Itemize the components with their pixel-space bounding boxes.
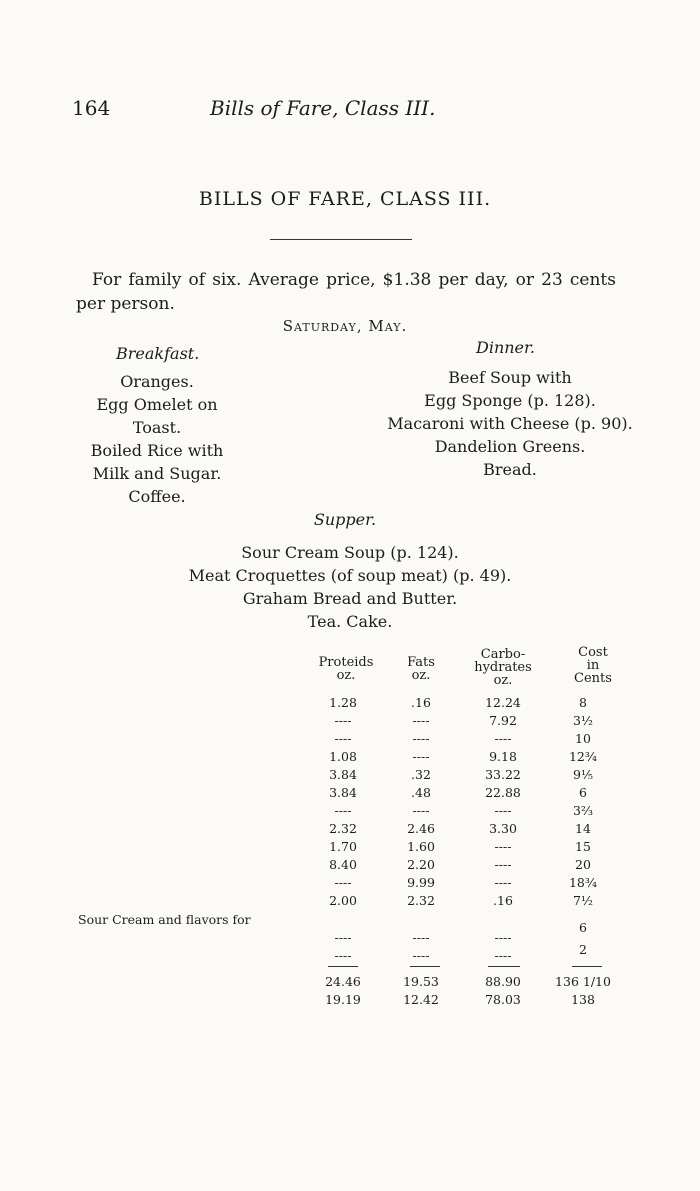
menu-item: Toast. [132, 418, 182, 437]
proteids-header: Proteids oz. [318, 655, 374, 683]
sum-rule [572, 966, 602, 967]
table-row: 3.84 .32 33.22 9⅕ [329, 767, 594, 782]
table-row: 1.08 ---- 9.18 12¾ [329, 749, 598, 764]
table-row: ---- 9.99 ---- 18¾ [334, 875, 598, 890]
table-row: ---- ---- ---- 3⅔ [334, 803, 594, 818]
sum-rule [328, 966, 358, 967]
table-row: Sour Cream and flavors for [78, 912, 251, 927]
menu-item: Meat Croquettes (of soup meat) (p. 49). [188, 566, 512, 585]
menu-item: Boiled Rice with [90, 441, 224, 460]
carbohydrates-header: Carbo- hydrates oz. [474, 647, 532, 688]
supper-heading: Supper. [313, 510, 377, 529]
table-row: ---- ---- ---- 10 [334, 731, 591, 746]
table-row: 2.32 2.46 3.30 14 [329, 821, 591, 836]
menu-item: Oranges. [120, 372, 194, 391]
menu-item: Milk and Sugar. [92, 464, 222, 483]
supper-menu [130, 541, 570, 633]
table-row: 2.00 2.32 .16 7½ [329, 893, 594, 908]
menu-item: Egg Sponge (p. 128). [424, 391, 596, 410]
menu-item: Graham Bread and Butter. [242, 589, 458, 608]
cost-header: Cost in Cents [574, 645, 612, 686]
title-rule [270, 239, 412, 240]
intro-paragraph: For family of six. Average price, $1.38 per day, or 23 cents per person. [76, 270, 616, 314]
menu-item: Coffee. [128, 487, 186, 506]
menu-item: Sour Cream Soup (p. 124). [241, 543, 459, 562]
section-title: BILLS OF FARE, CLASS III. [198, 188, 492, 210]
table-row: ---- ---- 7.92 3½ [334, 713, 594, 728]
menu-item: Tea. Cake. [307, 612, 393, 631]
menu-item: Macaroni with Cheese (p. 90). [387, 414, 633, 433]
table-row: 1.28 .16 12.24 8 [329, 695, 587, 710]
menu-item: Beef Soup with [448, 368, 572, 387]
sum-rule [488, 966, 520, 967]
running-head-title: Bills of Fare, Class III. [210, 96, 436, 120]
fats-header: Fats oz. [407, 655, 435, 683]
breakfast-menu [72, 370, 242, 508]
table-row: ---- ---- ---- 2 [334, 942, 587, 963]
page-number: 164 [72, 96, 111, 120]
breakfast-heading: Breakfast. [116, 344, 200, 363]
menu-item: Bread. [483, 460, 537, 479]
table-row: 3.84 .48 22.88 6 [329, 785, 587, 800]
menu-item: Egg Omelet on [96, 395, 218, 414]
table-row: 8.40 2.20 ---- 20 [329, 857, 591, 872]
day-heading: Saturday, May. [282, 317, 408, 335]
sum-rule [410, 966, 440, 967]
menu-item: Dandelion Greens. [434, 437, 586, 456]
table-row: ---- ---- ---- 6 [334, 920, 587, 945]
total-row: 24.46 19.53 88.90 136 1/10 [325, 974, 611, 989]
dinner-heading: Dinner. [476, 338, 535, 357]
table-row: 1.70 1.60 ---- 15 [329, 839, 591, 854]
dinner-menu [355, 366, 665, 481]
required-row: 19.19 12.42 78.03 138 [325, 992, 595, 1007]
